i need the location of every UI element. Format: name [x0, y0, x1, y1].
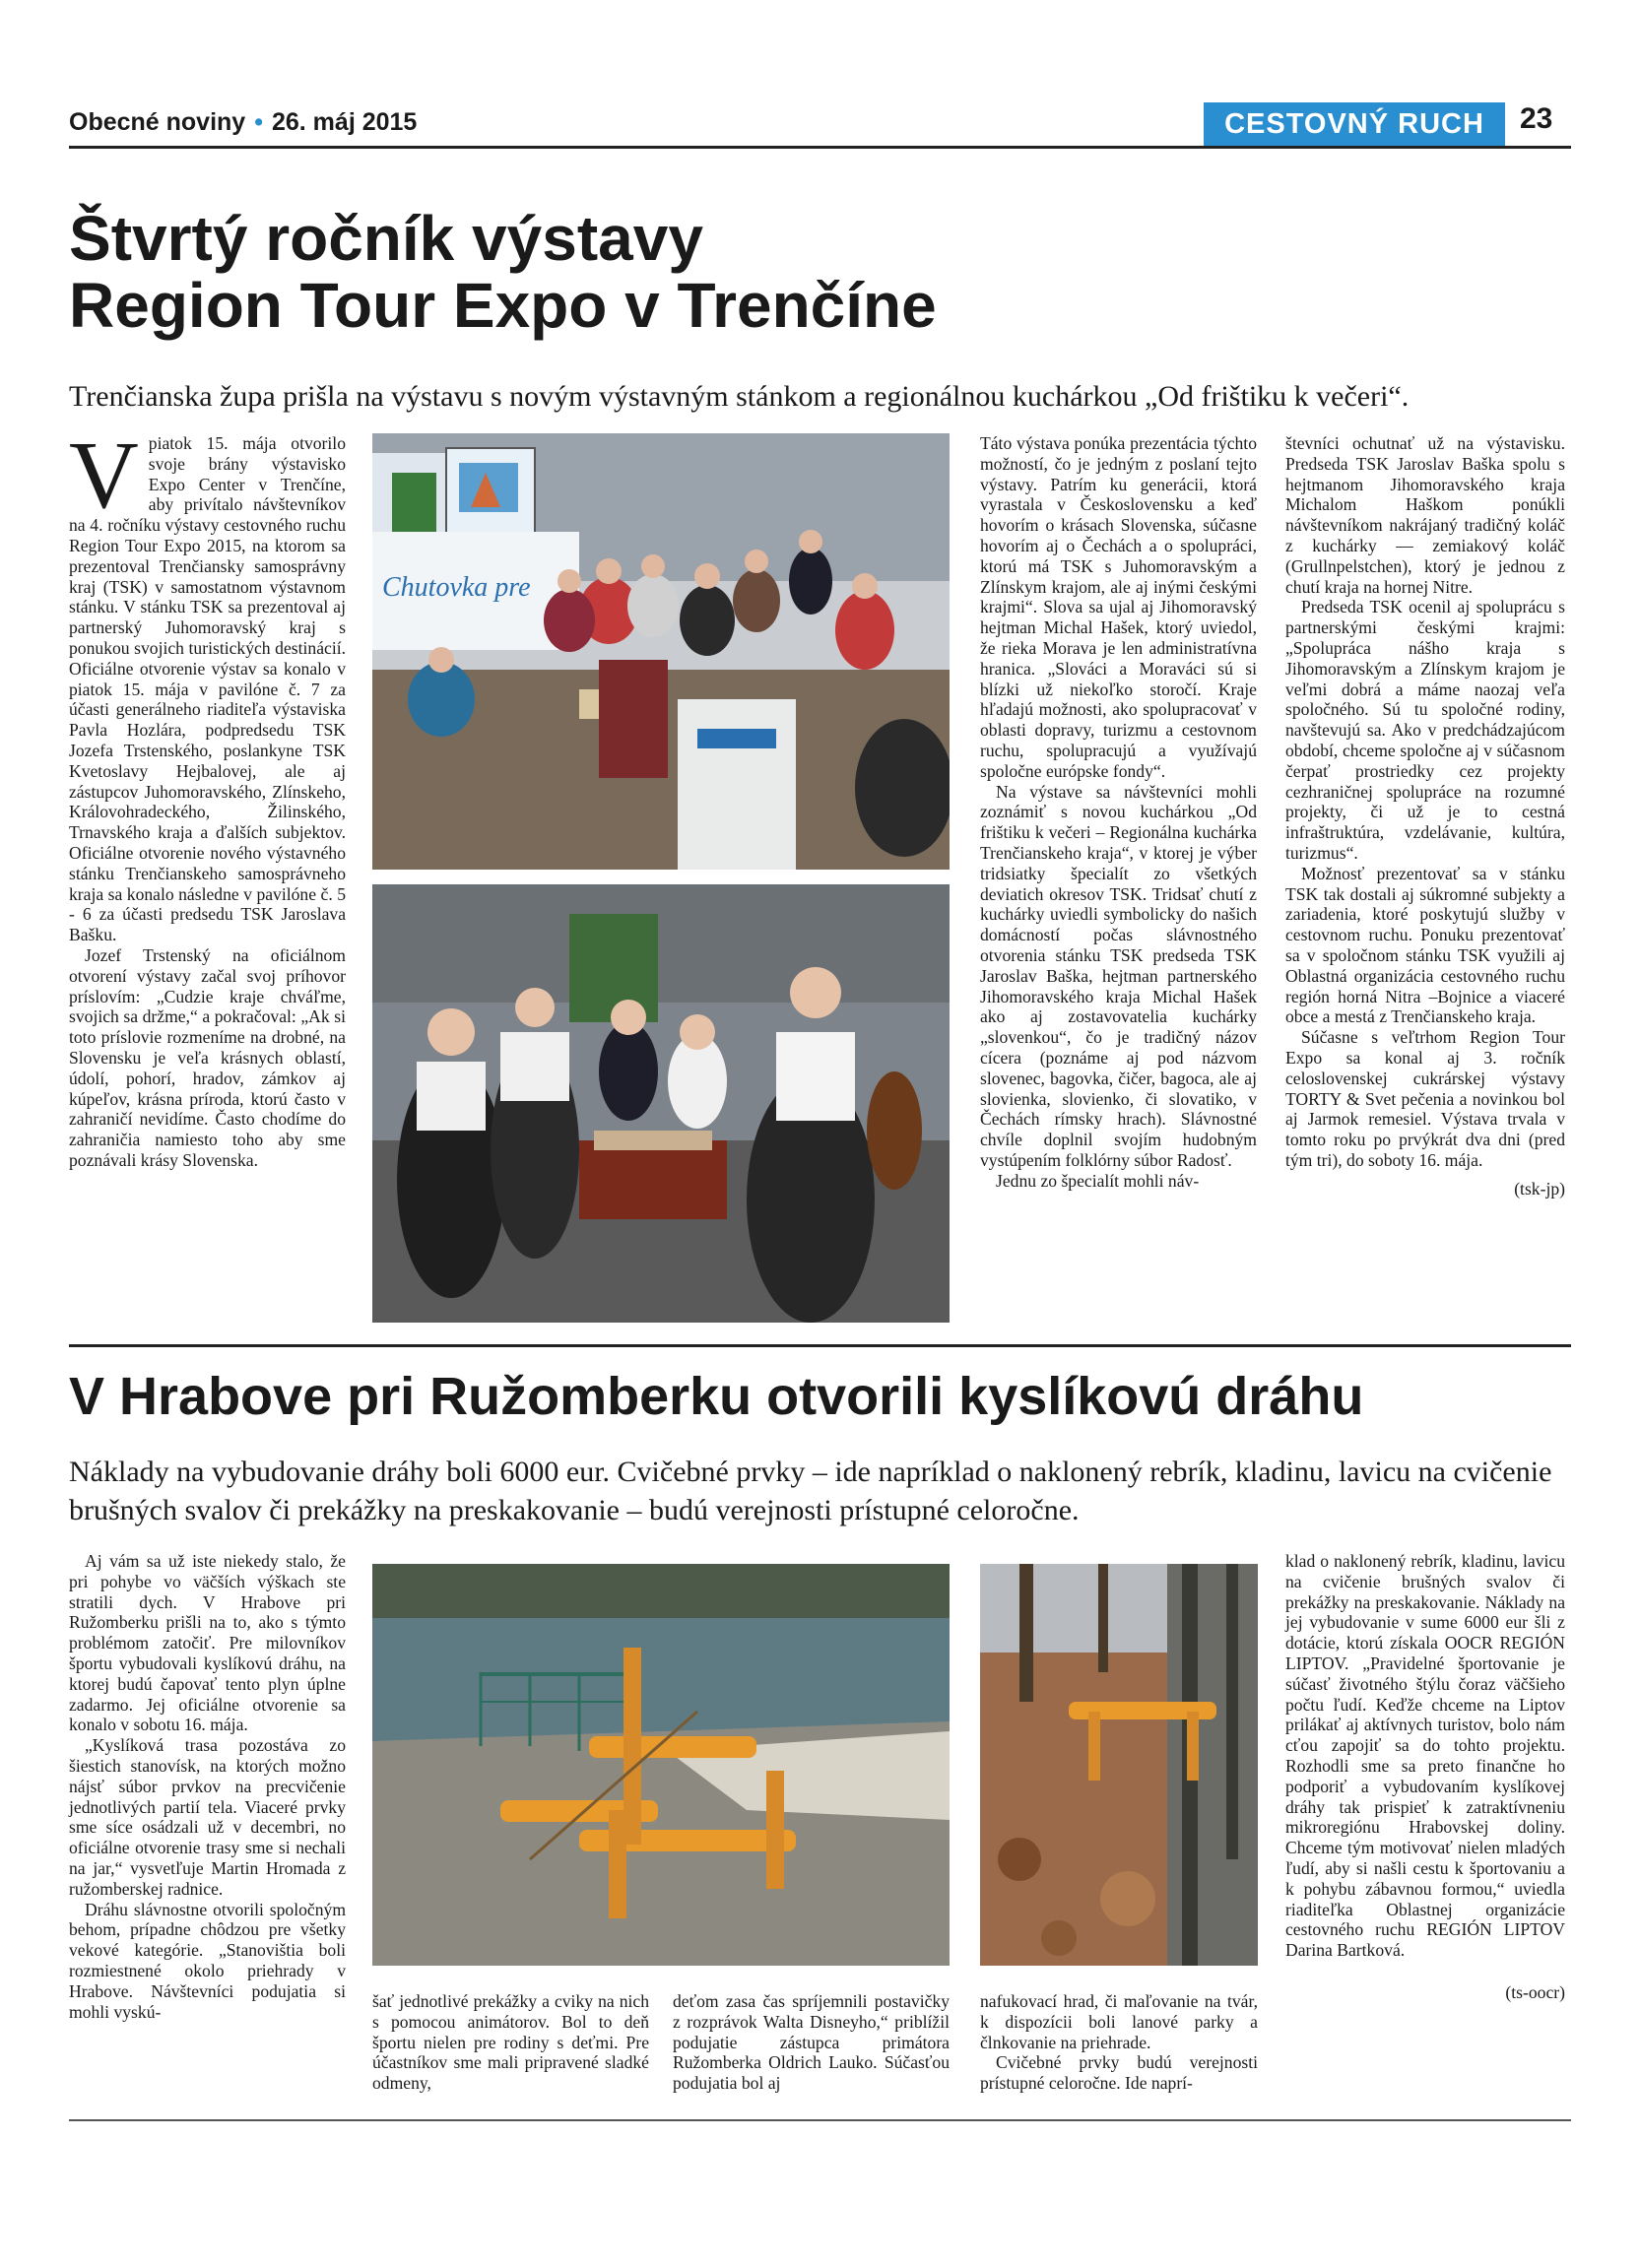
article2-paragraph: Cvičebné prvky budú verejnosti prístupné celoročne. Ide naprí-: [980, 2052, 1258, 2094]
footer-rule: [69, 2119, 1571, 2121]
article1-paragraph: Jozef Trstenský na oficiálnom otvorení výstavy začal svoj príhovor príslovím: „Cudzie kraje chváľme, svojich sa držme,“ a pokračoval: „Ak si toto príslovie rozmeníme na drobné, na Slovensku je veľa krásnych oblastí, údolí, pohorí, hradov, zámkov aj kúpeľov, krásna príroda, ktorú často v zahraničí nevidíme. Často chodíme do zahraničia namiesto toho aby sme poznávali krásy Slovenska.: [69, 944, 346, 1170]
article1-lede: Trenčianska župa prišla na výstavu s novým výstavným stánkom a regionálnou kuchárkou „Od frištiku k večeri“.: [69, 380, 1410, 413]
article1-headline-line2: Region Tour Expo v Trenčíne: [69, 270, 937, 342]
article1-paragraph: Na výstave sa návštevníci mohli zoznámiť s novou kuchárkou „Od frištiku k večeri – Regionálna kuchárka Trenčianskeho kraja“, v ktorej je výber tridsiatky špecialít zo všetkých deviatich okresov TSK. Tridsať chutí z kuchárky uviedli symbolicky do našich domácností počas slávnostného otvorenia stánku TSK predseda TSK Jaroslav Baška, hejtman partnerského Jihomoravského kraja Michal Hašek ako aj zostavovatelia kuchárky „slovenkou“, čo je tradičný názov cícera (poznáme aj pod názvom slovenec, bagovka, čičer, bagoca, ale aj slovienka, slovienko, či slovatiko, v Čechách rímsky hrach). Slávnostné chvíle doplnil svojím hudobným vystúpením folklórny súbor Radosť.: [980, 781, 1257, 1170]
drop-cap: V: [69, 422, 139, 529]
page-number: 23: [1520, 102, 1553, 135]
article2-column-5: [1285, 1551, 1565, 2003]
header-rule: [69, 146, 1571, 149]
article2-paragraph: „Kyslíková trasa pozostáva zo šiestich stanovísk, na ktorých možno nájsť súbor prvkov na precvičenie jednotlivých partií tela. Viaceré prvky sme síce osádzali už v decembri, no oficiálne otvorenie trasy sme si nechali na jar,“ vysvetľuje Martin Hromada z ružomberskej radnice.: [69, 1735, 346, 1899]
article2-paragraph: šať jednotlivé prekážky a cviky na nich s pomocou animátorov. Bol to deň športu nielen pre rodiny s deťmi. Pre účastníkov sme mali pripravené sladké odmeny,: [372, 1991, 649, 2094]
article1-column-3: [980, 433, 1257, 1191]
article1-paragraph: Táto výstava ponúka prezentácia týchto možností, čo je jedným z poslaní tejto výstavy. Patrím ku generácii, ktorá vyrastala v Československu a keď hovorím o krásach Slovenska, súčasne hovorím aj o Čechách a o spolupráci, ktorú má TSK s Juhomoravským a Zlínskym krajom, ale aj inými českými krajmi“. Slova sa ujal aj Jihomoravský hejtman Michal Hašek, ktorý uviedol, že rieka Morava je len administratívna hranica. „Slováci a Moraváci sú si blízki už niekoľko storočí. Kraje hľadajú možnosti, ako spolupracovať v oblasti dopravy, turizmu a cestovnom ruchu, spolupracujú a využívajú spoločne európske fondy“.: [980, 433, 1257, 781]
article2-paragraph: deťom zasa čas spríjemnili postavičky z rozprávok Walta Disneyho,“ priblížil podujatie zástupca primátora Ružomberka Oldrich Lauko. Súčasťou podujatia bol aj: [673, 1991, 950, 2094]
article2-paragraph: Aj vám sa už iste niekedy stalo, že pri pohybe vo väčších výškach ste stratili dych. V Hrabove pri Ružomberku prišli na to, ako s týmto problémom zatočiť. Pre milovníkov športu vybudovali kyslíkovú dráhu, na ktorej budú čapovať tento plyn úplne zadarmo. Jej oficiálne otvorenie sa konalo v sobotu 16. mája.: [69, 1551, 346, 1735]
photo-forest-balance-beam: [980, 1564, 1258, 1966]
article1-headline-line1: Štvrtý ročník výstavy: [69, 203, 703, 274]
article1-paragraph: števníci ochutnať už na výstavisku. Predseda TSK Jaroslav Baška spolu s hejtmanom Jihomoravského kraja Michalom Haškom ponúkli návštevníkom nakrájaný tradičný koláč z kuchárky –– zemiakový koláč (Grullnpelstchen), ktorý je jednou z chutí kraja na hornej Nitre.: [1285, 433, 1565, 597]
article1-column-4: [1285, 433, 1565, 1199]
photo-exhibition-stand: [372, 433, 950, 870]
article1-paragraph: Možnosť prezentovať sa v stánku TSK tak dostali aj súkromné subjekty a zariadenia, ktoré poskytujú služby v cestovnom ruchu. Ponuku prezentovať sa v spoločnom stánku TSK využili aj Oblastná organizácia cestovného ruchu región horná Nitra –Bojnice a viaceré obce a mestá z Trenčianskeho kraja.: [1285, 863, 1565, 1027]
article1-paragraph: Jednu zo špecialít mohli náv-: [996, 1170, 1200, 1191]
article2-paragraph: nafukovací hrad, či maľovanie na tvár, k dispozícii boli lanové parky a člnkovanie na priehrade.: [980, 1991, 1258, 2052]
article1-paragraph: Súčasne s veľtrhom Region Tour Expo sa konal aj 3. ročník celoslovenskej cukrárskej výstavy TORTY & Svet pečenia a novinkou bol aj Jarmok remesiel. Výstava trvala v tomto roku po prvýkrát dva dni (pred tým tri), do soboty 16. mája.: [1285, 1027, 1565, 1170]
article1-headline: [69, 205, 1566, 340]
article2-signature: (ts-oocr): [1505, 1981, 1565, 2002]
article2-column-4: [980, 1991, 1258, 2094]
article2-headline: V Hrabove pri Ružomberku otvorili kyslíkovú dráhu: [69, 1367, 1364, 1426]
section-label: CESTOVNÝ RUCH: [1204, 102, 1505, 146]
article2-column-3: [673, 1991, 950, 2094]
article2-column-1: [69, 1551, 346, 2022]
article1-column-1: [69, 422, 346, 1171]
article2-column-2: [372, 1991, 649, 2094]
article1-paragraph: Predseda TSK ocenil aj spoluprácu s partnerskými českými krajmi: „Spolupráca nášho kraja s Jihomoravským a Zlínskym krajom je veľmi dobrá a máme naozaj veľa spoločného. Sú tu spoločné rodiny, navštevujú sa. Ako v predchádzajúcom období, chceme spoločne aj v súčasnom čerpať prostriedky cez projekty cezhraničnej spolupráce na rozumné projekty, či už je to cestná infraštruktúra, vzdelávanie, kultúra, turizmus“.: [1285, 597, 1565, 863]
issue-date: 26. máj 2015: [271, 108, 418, 136]
article2-paragraph: klad o naklonený rebrík, kladinu, lavicu na cvičenie brušných svalov či prekážky na preskakovanie. Náklady na jej vybudovanie v sume 6000 eur šli z dotácie, ktorú získala OOCR REGIÓN LIPTOV. „Pravidelné športovanie je súčasť životného štýlu čoraz väčšieho počtu ľudí. Keďže chceme na Liptov prilákať aj aktívnych turistov, bolo nám cťou zapojiť sa do tohto projektu. Rozhodli sme sa preto finančne ho podporiť a vybudovaním kyslíkovej dráhy tak prispieť k zatraktívneniu mikroregiónu Hrabovskej doliny. Chceme tým motivovať nielen mladých ľudí, aby si našli cestu k športovaniu a k pohybu zábavnou formou,“ uviedla riaditeľka Oblastnej organizácie cestovného ruchu REGIÓN LIPTOV Darina Bartková.: [1285, 1551, 1565, 1961]
article-separator-rule: [69, 1344, 1571, 1347]
article1-signature: (tsk-jp): [1514, 1178, 1565, 1199]
article2-lede: Náklady na vybudovanie dráhy boli 6000 eur. Cvičebné prvky – ide napríklad o naklonený rebrík, kladinu, lavicu na cvičenie brušných svalov či prekážky na preskakovanie – budú verejnosti prístupné celoročne.: [69, 1456, 1552, 1526]
bullet-separator: •: [254, 108, 263, 136]
photo-lake-exercise-frame: [372, 1564, 950, 1966]
article2-paragraph: Dráhu slávnostne otvorili spoločným behom, prípadne chôdzou pre všetky vekové kategórie. „Stanovištia boli rozmiestnené okolo priehrady v Hrabove. Návštevníci podujatia si mohli vyskú-: [69, 1899, 346, 2022]
publication-name: Obecné noviny: [69, 108, 246, 136]
photo-folk-musicians: [372, 884, 950, 1323]
stand-sign-text: Chutovka pre: [382, 572, 531, 603]
article1-paragraph: piatok 15. mája otvorilo svoje brány výstavisko Expo Center v Trenčíne, aby privítalo návštevníkov na 4. ročníku výstavy cestovného ruchu Region Tour Expo 2015, na ktorom sa prezentoval Trenčiansky samosprávny kraj (TSK) v samostatnom výstavnom stánku. V stánku TSK sa prezentoval aj partnerský Juhomoravský kraj s ponukou svojich turistických destinácií. Oficiálne otvorenie výstav sa konalo v piatok 15. mája v pavilóne č. 7 za účasti generálneho riaditeľa výstaviska Pavla Hozlára, podpredsedu TSK Jozefa Trstenského, poslankyne TSK Kvetoslavy Hejbalovej, ale aj zástupcov Juhomoravského, Zlínskeho, Královohradeckého, Žilinského, Trnavského kraja a ďalších subjektov. Oficiálne otvorenie nového výstavného stánku Trenčianskeho samosprávneho kraja sa konalo následne v pavilóne č. 5 - 6 za účasti predsedu TSK Jaroslava Bašku.: [69, 433, 346, 945]
masthead: [69, 108, 417, 137]
